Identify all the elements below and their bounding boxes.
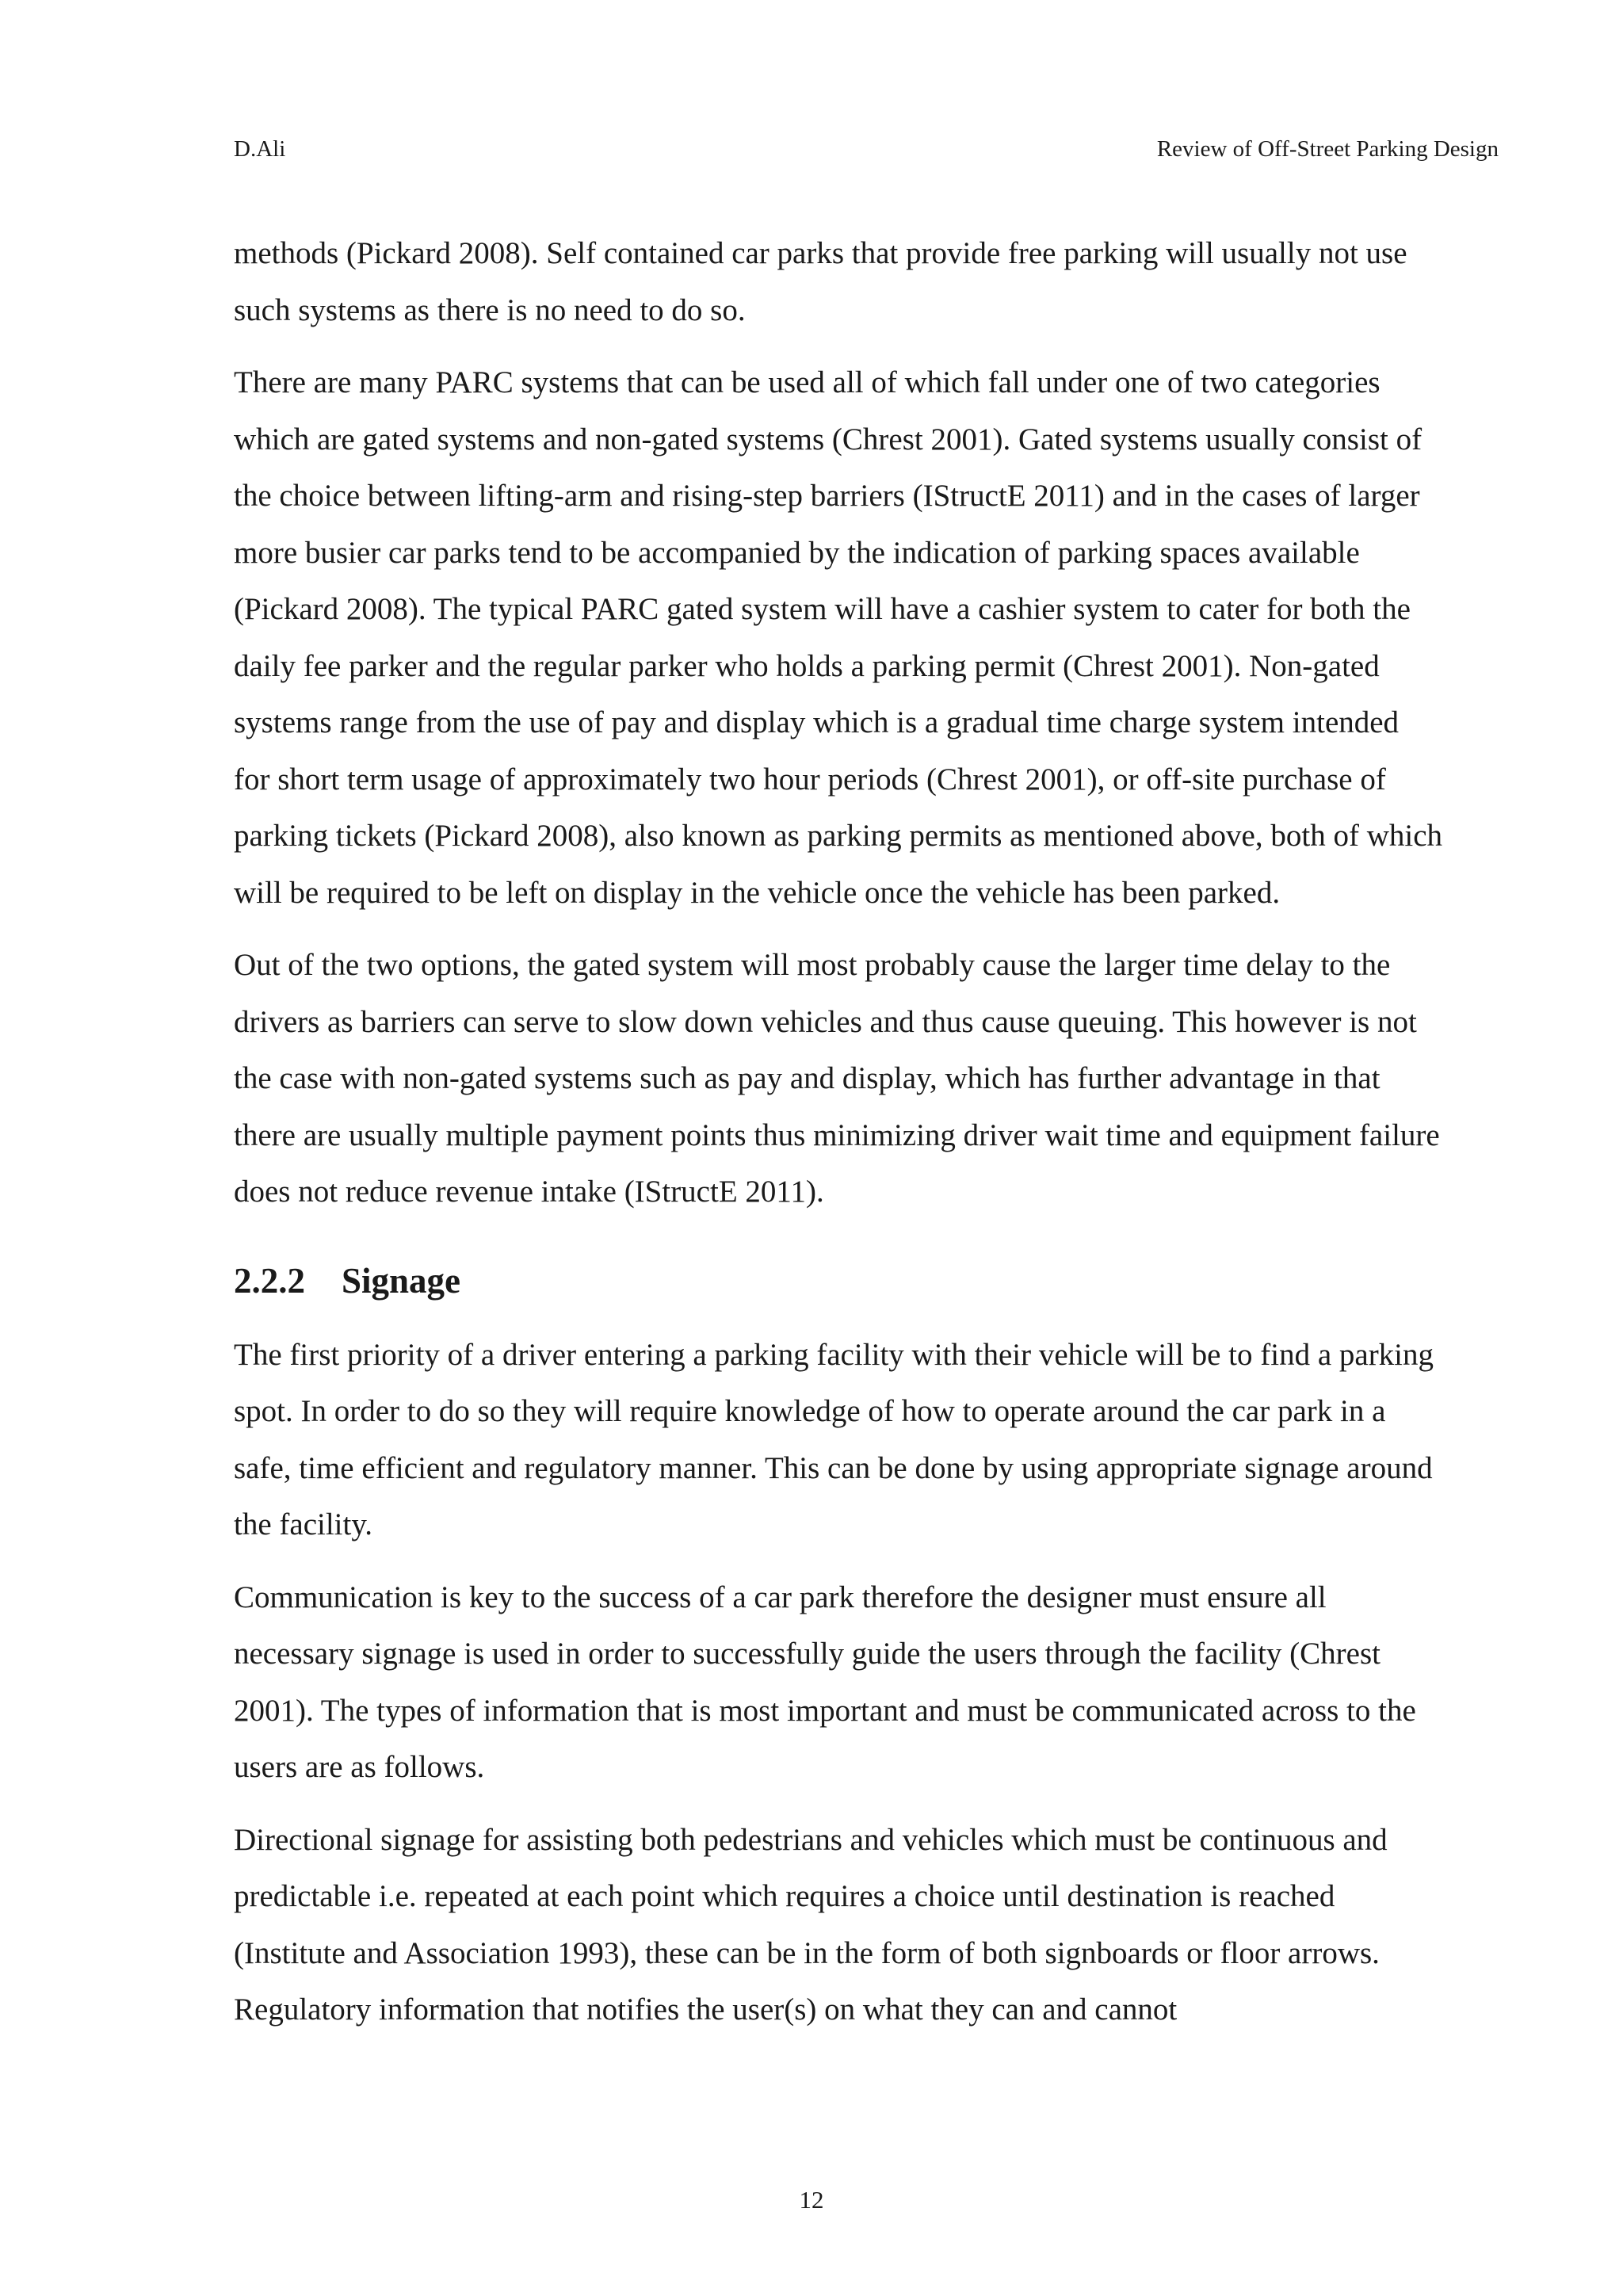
section-number: 2.2.2	[234, 1260, 305, 1301]
page-number: 12	[799, 2186, 824, 2214]
paragraph-gated-vs-nongated: Out of the two options, the gated system will most probably cause the larger time delay to the drivers as barriers can serve to slow down vehicles and thus cause queuing. This however is not the case with non-gated systems such as pay and display, which has further advantage in that there are usually multiple payment points thus minimizing driver wait time and equipment failure does not reduce revenue intake (IStructE 2011).	[234, 948, 1440, 1209]
paragraph-first-priority: The first priority of a driver entering a parking facility with their vehicle will be to find a parking spot. In order to do so they will require knowledge of how to operate around the car park in a safe, time efficient and regulatory manner. This can be done by using appropriate signage around the facility.	[234, 1337, 1434, 1541]
paragraph-pay-methods: methods (Pickard 2008). Self contained car parks that provide free parking will usually not use such systems as there is no need to do so.	[234, 236, 1407, 327]
section-title: Signage	[342, 1260, 461, 1301]
paragraph-parc-systems: There are many PARC systems that can be used all of which fall under one of two categories which are gated systems and non-gated systems (Chrest 2001). Gated systems usually consist of the choice between lifting-arm and rising-step barriers (IStructE 2011) and in the cases of larger more busier car parks tend to be accompanied by the indication of parking spaces available (Pickard 2008). The typical PARC gated system will have a cashier system to cater for both the daily fee parker and the regular parker who holds a parking permit (Chrest 2001). Non-gated systems range from the use of pay and display which is a gradual time charge system intended for short term usage of approximately two hour periods (Chrest 2001), or off-site purchase of parking tickets (Pickard 2008), also known as parking permits as mentioned above, both of which will be required to be left on display in the vehicle once the vehicle has been parked.	[234, 365, 1442, 910]
header-document-title: Review of Off-Street Parking Design	[1156, 136, 1499, 162]
paragraph-directional-signage: Directional signage for assisting both pedestrians and vehicles which must be continuous and predictable i.e. repeated at each point which requires a choice until destination is reached (Institute and Association 1993), these can be in the form of both signboards or floor arrows. Regulatory information that notifies the user(s) on what they can and cannot	[234, 1822, 1388, 2027]
running-header	[234, 135, 1499, 163]
paragraph-communication: Communication is key to the success of a car park therefore the designer must ensure all necessary signage is used in order to successfully guide the users through the facility (Chrest 2001). The types of information that is most important and must be communicated across to the users are as follows.	[234, 1580, 1416, 1784]
section-heading	[234, 1257, 1442, 1305]
body-text	[234, 225, 1442, 2054]
header-author: D.Ali	[234, 136, 286, 162]
